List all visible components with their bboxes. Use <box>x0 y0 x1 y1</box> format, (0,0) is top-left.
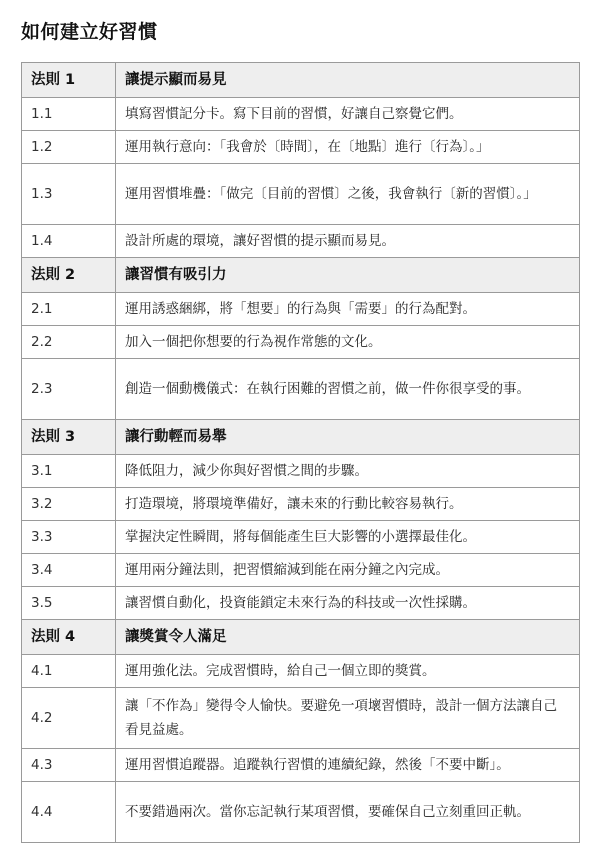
item-number: 1.2 <box>22 131 116 164</box>
table-row <box>22 455 580 488</box>
rule-heading: 讓獎賞令人滿足 <box>116 620 580 655</box>
item-text: 運用習慣追蹤器。追蹤執行習慣的連續紀錄，然後「不要中斷」。 <box>116 749 580 782</box>
item-number: 3.2 <box>22 488 116 521</box>
item-text: 運用強化法。完成習慣時，給自己一個立即的獎賞。 <box>116 655 580 688</box>
item-text: 運用習慣堆疊：「做完〔目前的習慣〕之後，我會執行〔新的習慣〕。」 <box>116 164 580 225</box>
item-number: 4.1 <box>22 655 116 688</box>
table-row <box>22 225 580 258</box>
item-number: 3.5 <box>22 587 116 620</box>
page-title: 如何建立好習慣 <box>21 21 158 43</box>
item-text: 讓「不作為」變得令人愉快。要避免一項壞習慣時，設計一個方法讓自己看見益處。 <box>116 688 580 749</box>
table-row <box>22 587 580 620</box>
rule-heading: 讓提示顯而易見 <box>116 63 580 98</box>
item-text: 打造環境，將環境準備好，讓未來的行動比較容易執行。 <box>116 488 580 521</box>
rule-heading: 讓行動輕而易舉 <box>116 420 580 455</box>
table-header-row <box>22 258 580 293</box>
table-row <box>22 488 580 521</box>
table-row <box>22 359 580 420</box>
table-row <box>22 131 580 164</box>
item-number: 2.1 <box>22 293 116 326</box>
table-row <box>22 554 580 587</box>
rule-label: 法則 4 <box>22 620 116 655</box>
table-row <box>22 782 580 843</box>
table-row <box>22 164 580 225</box>
table-row <box>22 655 580 688</box>
item-number: 3.3 <box>22 521 116 554</box>
item-number: 4.3 <box>22 749 116 782</box>
rule-label: 法則 3 <box>22 420 116 455</box>
item-text: 不要錯過兩次。當你忘記執行某項習慣，要確保自己立刻重回正軌。 <box>116 782 580 843</box>
item-text: 加入一個把你想要的行為視作常態的文化。 <box>116 326 580 359</box>
item-text: 掌握決定性瞬間，將每個能產生巨大影響的小選擇最佳化。 <box>116 521 580 554</box>
rule-label: 法則 1 <box>22 63 116 98</box>
item-number: 1.4 <box>22 225 116 258</box>
table-row <box>22 688 580 749</box>
item-number: 4.4 <box>22 782 116 843</box>
table-row <box>22 749 580 782</box>
item-text: 填寫習慣記分卡。寫下目前的習慣，好讓自己察覺它們。 <box>116 98 580 131</box>
item-text: 運用執行意向：「我會於〔時間〕，在〔地點〕進行〔行為〕。」 <box>116 131 580 164</box>
item-text: 運用誘惑綑綁，將「想要」的行為與「需要」的行為配對。 <box>116 293 580 326</box>
table-header-row <box>22 420 580 455</box>
item-number: 2.2 <box>22 326 116 359</box>
item-number: 1.3 <box>22 164 116 225</box>
rule-label: 法則 2 <box>22 258 116 293</box>
item-text: 設計所處的環境，讓好習慣的提示顯而易見。 <box>116 225 580 258</box>
item-text: 運用兩分鐘法則，把習慣縮減到能在兩分鐘之內完成。 <box>116 554 580 587</box>
item-text: 降低阻力，減少你與好習慣之間的步驟。 <box>116 455 580 488</box>
item-number: 3.4 <box>22 554 116 587</box>
table-row <box>22 326 580 359</box>
table-row <box>22 98 580 131</box>
item-number: 2.3 <box>22 359 116 420</box>
table-row <box>22 293 580 326</box>
item-text: 讓習慣自動化，投資能鎖定未來行為的科技或一次性採購。 <box>116 587 580 620</box>
rule-heading: 讓習慣有吸引力 <box>116 258 580 293</box>
table-header-row <box>22 63 580 98</box>
item-text: 創造一個動機儀式：在執行困難的習慣之前，做一件你很享受的事。 <box>116 359 580 420</box>
rules-table <box>21 62 580 843</box>
item-number: 1.1 <box>22 98 116 131</box>
item-number: 4.2 <box>22 688 116 749</box>
table-row <box>22 521 580 554</box>
item-number: 3.1 <box>22 455 116 488</box>
table-header-row <box>22 620 580 655</box>
